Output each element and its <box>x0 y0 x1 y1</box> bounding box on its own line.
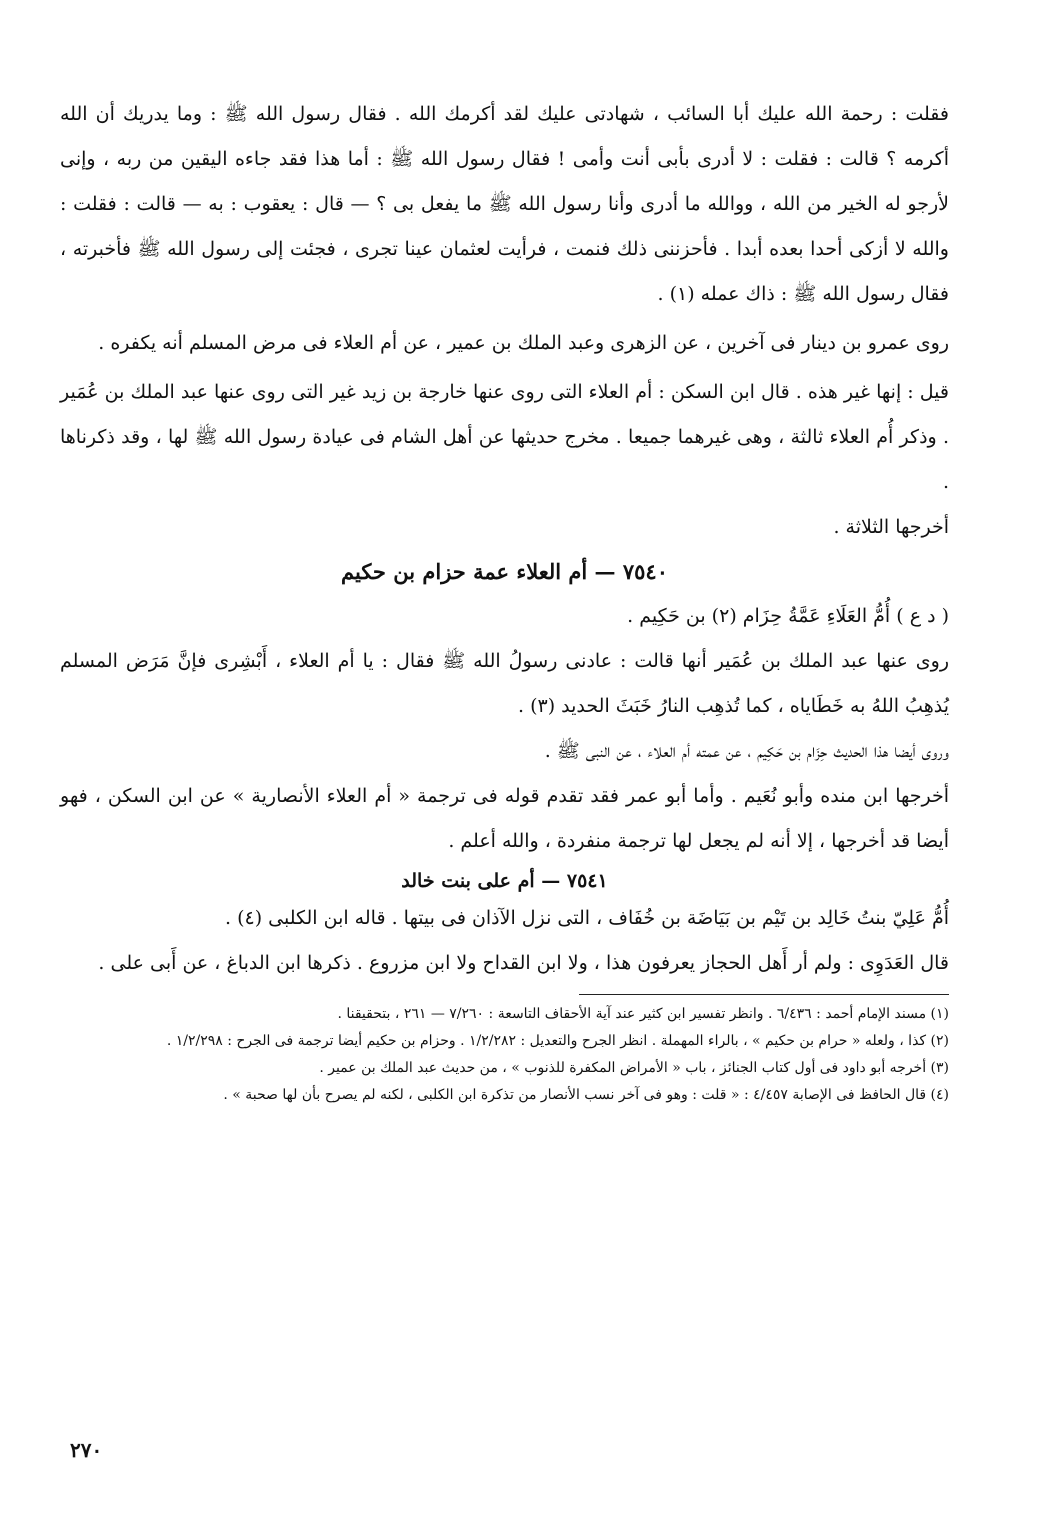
paragraph-abd-al-malik: روى عنها عبد الملك بن عُمَير أنها قالت : عادنى رسولُ الله ﷺ فقال : يا أم العلاء ، أَبْشِرى فإنَّ مَرَض المسلم يُذهِبُ اللهُ به خَطَاياه ، كما تُذهِب النارُ خَبَثَ الحديد (٣) . <box>60 650 949 717</box>
footnote-4: (٤) قال الحافظ فى الإصابة ٤/٤٥٧ : « قلت : وهو فى آخر نسب الأنصار من تذكرة ابن الكلبى ، لكنه لم يصرح بأن لها صحبة » . <box>223 1087 949 1103</box>
paragraph-akhrajaha: أخرجها الثلاثة . <box>833 516 949 538</box>
body-mid <box>60 594 949 864</box>
footnote-divider <box>579 994 949 995</box>
paragraph-amr-ibn-dinar: روى عمرو بن دينار فى آخرين ، عن الزهرى وعبد الملك بن عمير ، عن أم العلاء فى مرض المسلم أنه يكفره . <box>98 332 949 354</box>
paragraph-ibn-al-sakan: قيل : إنها غير هذه . قال ابن السكن : أم العلاء التى روى عنها خارجة بن زيد غير التى روى عنها عبد الملك بن عُمَير . وذكر أُم العلاء ثالثة ، وهى غيرهما جميعا . مخرج حديثها عن أهل الشام فى عيادة رسول الله ﷺ لها ، وقد ذكرناها . <box>60 381 949 493</box>
paragraph-al-adawi: قال العَدَوِى : ولم أر أَهل الحجاز يعرفون هذا ، ولا ابن القداح ولا ابن مزروع . ذكرها ابن الدباغ ، عن أَبى على . <box>98 952 949 974</box>
body-top <box>60 92 949 550</box>
footnotes <box>60 1001 949 1109</box>
footnote-1: (١) مسند الإمام أحمد : ٦/٤٣٦ . وانظر تفسير ابن كثير عند آية الأحقاف التاسعة : ٧/٢٦٠ — ٢٦١ ، بتحقيقنا . <box>337 1006 949 1022</box>
paragraph-entry-intro: ( د ع ) أُمُّ العَلَاءِ عَمَّةُ حِزَام (٢) بن حَكِيم . <box>627 605 949 627</box>
entry-heading-7541: ٧٥٤١ — أم على بنت خالد <box>401 870 608 892</box>
page-number: ٢٧٠ <box>70 1438 103 1462</box>
entry-heading-7540: ٧٥٤٠ — أم العلاء عمة حزام بن حكيم <box>341 559 668 584</box>
body-bottom <box>60 896 949 986</box>
paragraph-hizam-ibn-hakim: وروى أيضا هذا الحديث حِزَام بن حَكِيم ، عن عمته أم العلاء ، عن النبى ﷺ . <box>544 740 949 762</box>
footnote-3: (٣) أخرجه أبو داود فى أول كتاب الجنائز ، باب « الأمراض المكفرة للذنوب » ، من حديث عبد الملك بن عمير . <box>319 1060 949 1076</box>
paragraph-hadith-uthman: فقلت : رحمة الله عليك أبا السائب ، شهادتى عليك لقد أكرمك الله . فقال رسول الله ﷺ : وما يدريك أن الله أكرمه ؟ قالت : فقلت : لا أدرى بأبى أنت وأمى ! فقال رسول الله ﷺ : أما هذا فقد جاءه اليقين من ربه ، وإنى لأرجو له الخير من الله ، ووالله ما أدرى وأنا رسول الله ﷺ ما يفعل بى ؟ — قال : يعقوب : به — قالت : فقلت : والله لا أزكى أحدا بعده أبدا . فأحزننى ذلك فنمت ، فرأيت لعثمان عينا تجرى ، فجئت إلى رسول الله ﷺ فأخبرته ، فقال رسول الله ﷺ : ذاك عمله (١) . <box>60 103 949 305</box>
paragraph-ibn-manda: أخرجها ابن منده وأبو نُعَيم . وأما أبو عمر فقد تقدم قوله فى ترجمة « أم العلاء الأنصارية » عن ابن السكن ، فهو أيضا قد أخرجها ، إلا أنه لم يجعل لها ترجمة منفردة ، والله أعلم . <box>60 785 949 852</box>
paragraph-umm-ali: أُمُّ عَلِيّ بنتُ خَالِد بن تَيْم بن بَيَاضَة بن خُفَاف ، التى نزل الآذان فى بيتها . قاله ابن الكلبى (٤) . <box>224 907 949 929</box>
footnote-2: (٢) كذا ، ولعله « حرام بن حكيم » ، بالراء المهملة . انظر الجرح والتعديل : ١/٢/٢٨٢ . وحزام بن حكيم أيضا ترجمة فى الجرح : ١/٢/٢٩٨ . <box>166 1033 949 1049</box>
